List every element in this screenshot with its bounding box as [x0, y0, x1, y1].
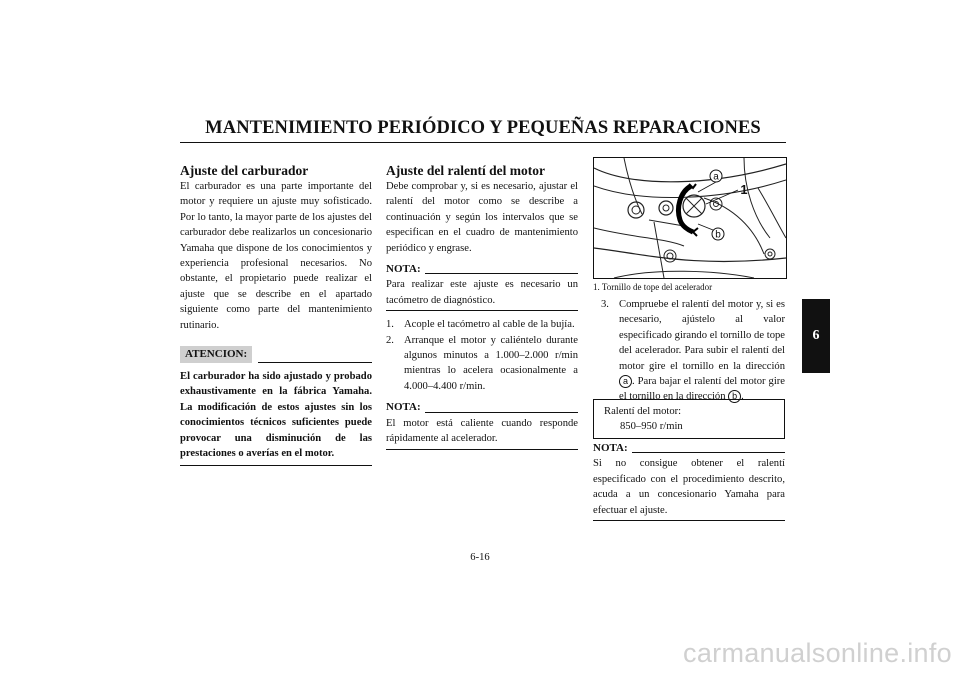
nota-label-2: NOTA: [386, 401, 421, 414]
attention-header [180, 347, 372, 363]
nota-text-3: Si no consigue obtener el ralentí especificado con el procedimiento descrito, acuda a un concesionario Yamaha para efectuar el ajuste. [593, 456, 785, 521]
nota-rule-1 [425, 273, 578, 274]
nota-label-1: NOTA: [386, 263, 421, 276]
steps-list [386, 317, 578, 394]
callout-a: a [713, 171, 719, 183]
carburetor-illustration [594, 158, 786, 278]
step-number: 3. [601, 299, 609, 310]
nota-3 [593, 441, 785, 521]
callout-1: 1 [740, 182, 748, 197]
attention-text: El carburador ha sido ajustado y probado exhaustivamente en la fábrica Yamaha. La modificación de estos ajustes sin los conocimientos técnicos suficientes puede provocar una disminución de las prestaciones o averías en el motor. [180, 369, 372, 465]
idle-body: Debe comprobar y, si es necesario, ajustar el ralentí del motor como se describe a continuación y según los intervalos que se especifican en el cuadro de mantenimiento periódico y engrase. [386, 181, 578, 254]
step3-text-part3: . [741, 391, 744, 403]
nota-header-3 [593, 441, 785, 456]
list-item [386, 333, 578, 395]
direction-a-symbol: a [619, 375, 632, 388]
watermark: carmanualsonline.info [683, 638, 952, 668]
step-number: 2. [386, 334, 394, 346]
attention-rule [258, 362, 372, 363]
carburetor-figure [593, 157, 787, 279]
step3-text-part1: Compruebe el ralentí del motor y, si es necesario, ajústelo al valor especificado girando el tornillo de tope del acelerador. Para subir el ralentí del motor gire el tornillo en la dirección [619, 299, 785, 372]
step3-text-part2: . Para bajar el ralentí del motor gire el tornillo en la dirección [619, 376, 785, 403]
left-column [180, 162, 372, 466]
nota-label-3: NOTA: [593, 442, 628, 454]
header-rule [180, 142, 786, 143]
step-text: Arranque el motor y caliéntelo durante algunos minutos a 1.000–2.000 r/min mientras lo acelera ocasionalmente a 4.000–4.400 r/min. [404, 334, 578, 392]
step-text [619, 297, 785, 405]
idle-spec-box [593, 399, 785, 439]
chapter-tab: 6 [802, 299, 830, 373]
step-3 [601, 297, 785, 405]
page-number: 6-16 [470, 552, 490, 563]
list-item [386, 317, 578, 332]
attention-label: ATENCION: [180, 346, 252, 363]
nota-header-1 [386, 262, 578, 277]
callout-b: b [715, 229, 721, 241]
figure-caption: 1. Tornillo de tope del acelerador [593, 282, 713, 292]
nota-header-2 [386, 400, 578, 415]
page-header-title: MANTENIMIENTO PERIÓDICO Y PEQUEÑAS REPARACIONES [205, 118, 761, 138]
section-title-idle: Ajuste del ralentí del motor [386, 163, 545, 178]
step-text: Acople el tacómetro al cable de la bujía. [404, 319, 575, 331]
nota-text-1: Para realizar este ajuste es necesario un tacómetro de diagnóstico. [386, 277, 578, 311]
direction-b-symbol: b [728, 390, 741, 403]
spec-label: Ralentí del motor: [604, 406, 682, 417]
section-title-carburetor: Ajuste del carburador [180, 163, 309, 178]
middle-column [386, 162, 578, 450]
spec-value: 850–950 r/min [620, 421, 683, 432]
nota-text-2: El motor está caliente cuando responde rápidamente al acelerador. [386, 416, 578, 450]
carburetor-body: El carburador es una parte importante del motor y requiere un ajuste muy sofisticado. Por lo tanto, la mayor parte de los ajustes del carburador debe realizarlos un concesionario Yamaha que dispone de los conocimientos y experiencia profesional necesarios. No obstante, el propietario puede realizar el ajuste que se describe en el apartado siguiente como parte del mantenimiento rutinario. [180, 181, 372, 331]
nota-rule-3 [632, 452, 785, 453]
nota-rule-2 [425, 412, 578, 413]
step-number: 1. [386, 319, 394, 331]
